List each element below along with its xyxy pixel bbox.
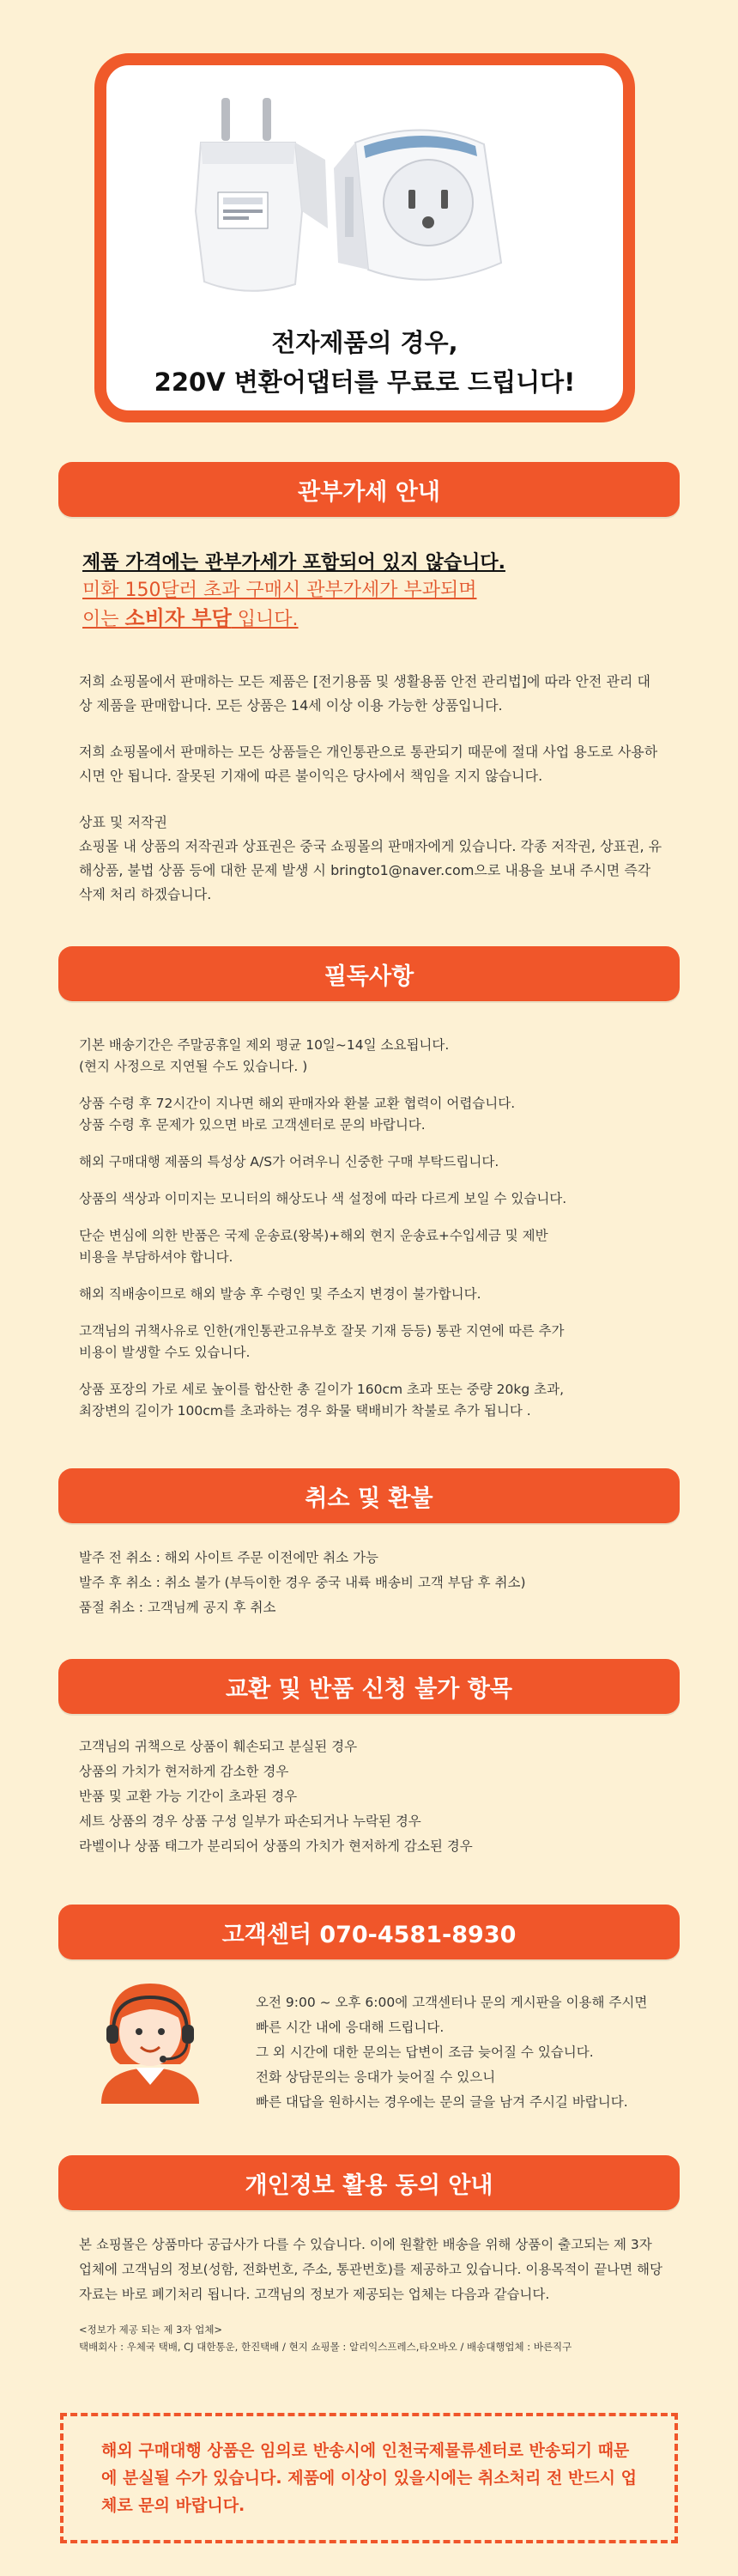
customs-para3: 쇼핑몰 내 상품의 저작권과 상표권은 중국 쇼핑몰의 판매자에게 있습니다. 각종 저작권, 상표권, 유해상품, 불법 상품 등에 대한 문제 발생 시 bringto1@naver.com으로 내용을 보내 주시면 즉각 삭제 처리 하겠습니다.	[79, 838, 662, 902]
adapter-title-line2: 220V 변환어댑터를 무료로 드립니다!	[154, 368, 576, 397]
customs-notice-line1: 제품 가격에는 관부가세가 포함되어 있지 않습니다.	[82, 552, 505, 574]
customs-notice	[82, 550, 683, 634]
notice3-prefix: 이는	[82, 609, 125, 630]
privacy-small-title: <정보가 제공 되는 제 3자 업체>	[79, 2324, 223, 2336]
must-read-item: 해외 직배송이므로 해외 발송 후 수령인 및 주소지 변경이 불가합니다.	[79, 1286, 481, 1302]
must-read-list	[79, 1035, 680, 1422]
privacy-small-companies: 택배회사 : 우체국 택배, CJ 대한통운, 한진택배 / 현지 쇼핑몰 : 알리익스프레스,타오바오 / 배송대행업체 : 바른직구	[79, 2341, 572, 2353]
cancel-item: 발주 후 취소 : 취소 불가 (부득이한 경우 중국 내륙 배송비 고객 부담 후 취소)	[79, 1575, 526, 1590]
adapter-title	[106, 323, 623, 402]
service-line: 빠른 대답을 원하시는 경우에는 문의 글을 남겨 주시길 바랍니다.	[256, 2094, 628, 2110]
customs-para1: 저희 쇼핑몰에서 판매하는 모든 제품은 [전기용품 및 생활용품 안전 관리법]에 따라 안전 관리 대상 제품을 판매합니다. 모든 상품은 14세 이상 이용 가능한 상품입니다.	[79, 673, 650, 714]
must-read-item: 해외 구매대행 제품의 특성상 A/S가 어려우니 신중한 구매 부탁드립니다.	[79, 1154, 499, 1170]
no-return-banner: 교환 및 반품 신청 불가 항목	[58, 1659, 680, 1714]
no-return-item: 세트 상품의 경우 상품 구성 일부가 파손되거나 누락된 경우	[79, 1814, 421, 1829]
must-read-item: 고객님의 귀책사유로 인한(개인통관고유부호 잘못 기재 등등) 통관 지연에 따른 추가 비용이 발생할 수도 있습니다.	[79, 1323, 565, 1360]
customs-notice-line2: 미화 150달러 초과 구매시 관부가세가 부과되며	[82, 580, 477, 601]
adapter-card	[94, 53, 635, 422]
must-read-item: 단순 변심에 의한 반품은 국제 운송료(왕복)+해외 현지 운송료+수입세금 및 제반 비용을 부담하셔야 합니다.	[79, 1228, 548, 1265]
service-line: 빠른 시간 내에 응대해 드립니다.	[256, 2020, 445, 2035]
no-return-list	[79, 1735, 680, 1859]
notice3-suffix: 입니다.	[231, 609, 299, 630]
privacy-para: 본 쇼핑몰은 상품마다 공급사가 다를 수 있습니다. 이에 원활한 배송을 위해 상품이 출고되는 제 3자 업체에 고객님의 정보(성함, 전화번호, 주소, 통관번호)를 제공하고 있습니다. 이용목적이 끝나면 해당 자료는 바로 폐기처리 됩니다. 고객님의 정보가 제공되는 업체는 다음과 같습니다.	[79, 2237, 662, 2302]
must-read-item: 상품 수령 후 72시간이 지나면 해외 판매자와 환불 교환 협력이 어렵습니다. 상품 수령 후 문제가 있으면 바로 고객센터로 문의 바랍니다.	[79, 1096, 516, 1133]
notice3-bold: 소비자 부담	[124, 606, 232, 630]
cancel-item: 품절 취소 : 고객님께 공지 후 취소	[79, 1600, 276, 1615]
cancel-item: 발주 전 취소 : 해외 사이트 주문 이전에만 취소 가능	[79, 1550, 379, 1565]
no-return-item: 상품의 가치가 현저하게 감소한 경우	[79, 1764, 289, 1779]
customs-para3-title: 상표 및 저작권	[79, 814, 167, 830]
must-read-item: 상품의 색상과 이미지는 모니터의 해상도나 색 설정에 따라 다르게 보일 수 있습니다.	[79, 1191, 567, 1206]
service-lines	[256, 1990, 685, 2115]
customs-para2: 저희 쇼핑몰에서 판매하는 모든 상품들은 개인통관으로 통관되기 때문에 절대 사업 용도로 사용하시면 안 됩니다. 잘못된 기재에 따른 불이익은 당사에서 책임을 지지 않습니다.	[79, 744, 658, 784]
no-return-item: 고객님의 귀책으로 상품이 훼손되고 분실된 경우	[79, 1739, 358, 1754]
must-read-item: 상품 포장의 가로 세로 높이를 합산한 총 길이가 160cm 초과 또는 중량 20kg 초과, 최장변의 길이가 100cm를 초과하는 경우 화물 택배비가 착불로 추가 됩니다 .	[79, 1382, 564, 1419]
privacy-banner: 개인정보 활용 동의 안내	[58, 2155, 680, 2210]
customer-service-agent-icon	[86, 1975, 215, 2112]
service-line: 전화 상담문의는 응대가 늦어질 수 있으니	[256, 2069, 496, 2085]
privacy-text	[79, 2233, 662, 2355]
service-line: 오전 9:00 ~ 오후 6:00에 고객센터나 문의 게시판을 이용해 주시면	[256, 1995, 648, 2010]
no-return-item: 라벨이나 상품 태그가 분리되어 상품의 가치가 현저하게 감소된 경우	[79, 1838, 473, 1854]
cancel-list	[79, 1546, 680, 1620]
must-read-banner: 필독사항	[58, 946, 680, 1001]
warning-text: 해외 구매대행 상품은 임의로 반송시에 인천국제물류센터로 반송되기 때문에 분실될 수가 있습니다. 제품에 이상이 있을시에는 취소처리 전 반드시 업체로 문의 바랍니다.	[101, 2441, 637, 2515]
service-banner: 고객센터 070-4581-8930	[58, 1905, 680, 1959]
power-adapter-image	[184, 82, 553, 314]
customs-banner: 관부가세 안내	[58, 462, 680, 517]
service-line: 그 외 시간에 대한 문의는 답변이 조금 늦어질 수 있습니다.	[256, 2044, 594, 2060]
no-return-item: 반품 및 교환 가능 기간이 초과된 경우	[79, 1789, 298, 1804]
customs-text	[79, 670, 662, 907]
customs-notice-line3	[82, 605, 683, 634]
must-read-item: 기본 배송기간은 주말공휴일 제외 평균 10일~14일 소요됩니다. (현지 사정으로 지연될 수도 있습니다. )	[79, 1037, 450, 1074]
warning-box	[60, 2413, 678, 2543]
adapter-title-line1: 전자제품의 경우,	[271, 328, 458, 357]
cancel-banner: 취소 및 환불	[58, 1468, 680, 1523]
